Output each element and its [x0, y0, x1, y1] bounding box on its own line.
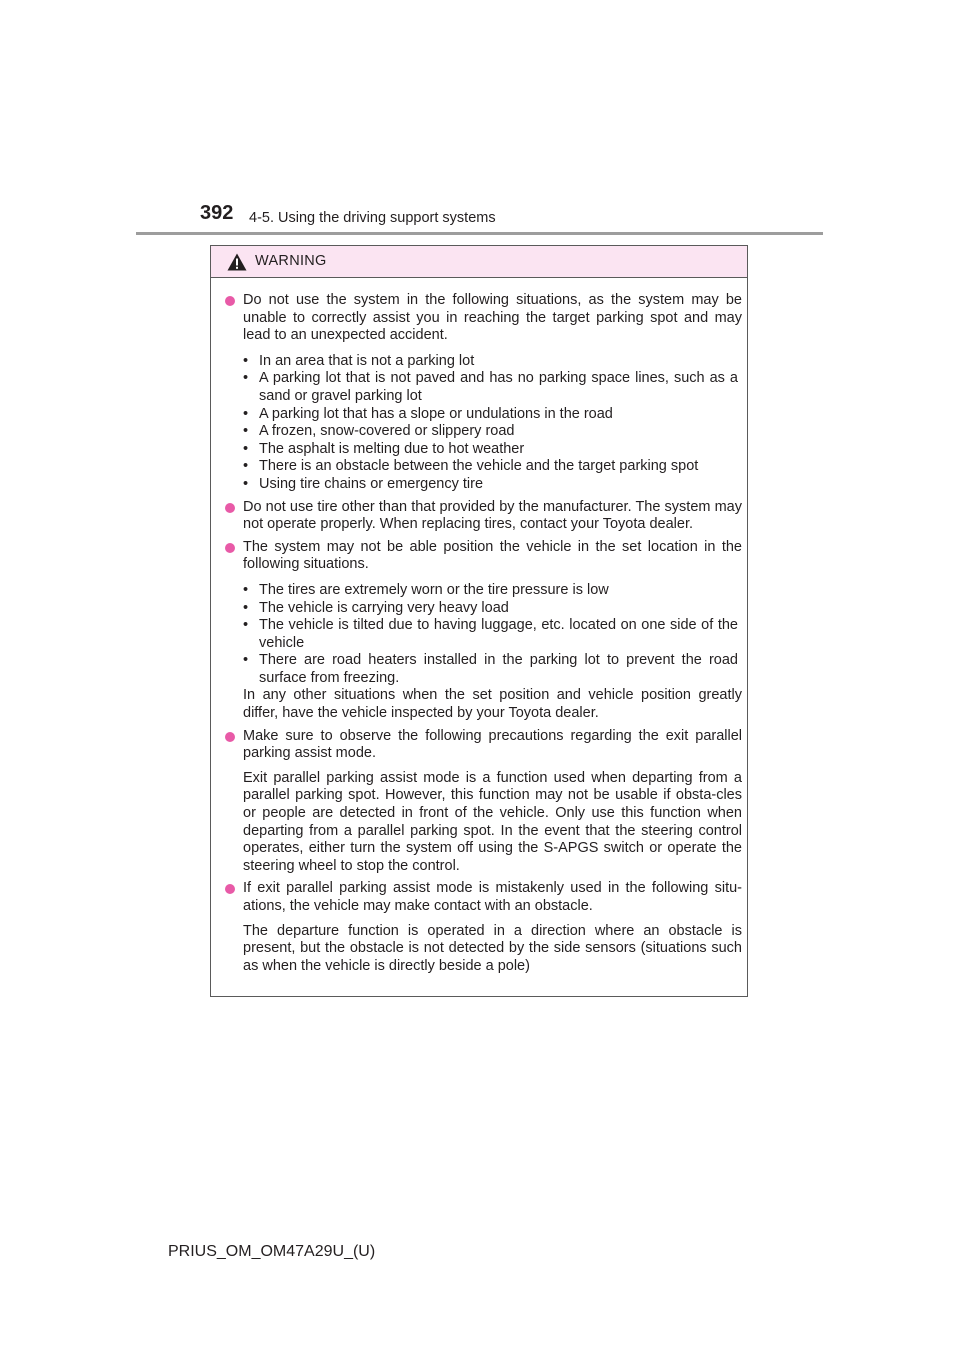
sub-list [243, 582, 742, 688]
warning-item-text: Do not use the system in the following situations, as the system may be unable to correctly assist you in reaching the target parking spot and may lead to an unexpected accident. [243, 292, 742, 344]
dot-bullet-icon: • [243, 458, 249, 475]
dot-bullet-icon: • [243, 405, 249, 422]
warning-item-text: Do not use tire other than that provided by the manufacturer. The system may not operate properly. When replacing tires, contact your Toyota dealer. [243, 498, 742, 533]
bullet-icon [225, 503, 235, 513]
warning-title: WARNING [255, 253, 327, 269]
list-item [243, 617, 738, 652]
list-item [243, 652, 738, 687]
dot-bullet-icon: • [243, 370, 249, 387]
list-item-text: There are road heaters installed in the parking lot to prevent the road surface from freezing. [259, 652, 738, 686]
list-item [243, 406, 738, 424]
dot-bullet-icon: • [243, 652, 249, 669]
dot-bullet-icon: • [243, 599, 249, 616]
list-item [243, 353, 738, 371]
dot-bullet-icon: • [243, 475, 249, 492]
dot-bullet-icon: • [243, 440, 249, 457]
warning-item-text: The system may not be able position the vehicle in the set location in the following situations. [243, 538, 742, 573]
list-item [243, 600, 738, 618]
list-item-text: The vehicle is carrying very heavy load [259, 599, 509, 616]
warning-item-note: Exit parallel parking assist mode is a function used when departing from a parallel parking spot. However, this function may not be usable if obsta-cles or people are detected in front of the vehicle. Only use this function when departing from a parallel parking spot. In the event that the steering control operates, either turn the system off using the S-APGS switch or operate the steering wheel to stop the control. [243, 769, 742, 874]
list-item-text: The vehicle is tilted due to having luggage, etc. located on one side of the vehicle [259, 617, 738, 651]
section-title: 4-5. Using the driving support systems [249, 210, 496, 226]
warning-item [225, 292, 742, 494]
list-item [243, 476, 738, 494]
warning-box [210, 245, 748, 997]
sub-list [243, 353, 742, 494]
list-item-text: A parking lot that has a slope or undulations in the road [259, 405, 613, 422]
list-item [243, 441, 738, 459]
header-rule [136, 232, 823, 235]
warning-item [225, 539, 742, 723]
dot-bullet-icon: • [243, 423, 249, 440]
footer-code: PRIUS_OM_OM47A29U_(U) [168, 1243, 376, 1260]
list-item-text: There is an obstacle between the vehicle and the target parking spot [259, 458, 699, 475]
bullet-icon [225, 732, 235, 742]
list-item-text: A parking lot that is not paved and has no parking space lines, such as a sand or gravel parking lot [259, 370, 738, 404]
warning-item-trailer: In any other situations when the set position and vehicle position greatly differ, have the vehicle inspected by your Toyota dealer. [243, 687, 742, 722]
bullet-icon [225, 884, 235, 894]
list-item-text: Using tire chains or emergency tire [259, 475, 484, 492]
warning-item-text: If exit parallel parking assist mode is mistakenly used in the following situ-ations, the vehicle may make contact with an obstacle. [243, 880, 742, 914]
list-item [243, 423, 738, 441]
dot-bullet-icon: • [243, 617, 249, 634]
bullet-icon [225, 296, 235, 306]
warning-header [211, 246, 747, 278]
warning-item [225, 499, 742, 534]
page-number: 392 [200, 202, 234, 224]
list-item [243, 458, 738, 476]
list-item-text: In an area that is not a parking lot [259, 352, 475, 369]
dot-bullet-icon: • [243, 581, 249, 598]
warning-item [225, 728, 742, 876]
list-item [243, 582, 738, 600]
warning-item-note: The departure function is operated in a direction where an obstacle is present, but the obstacle is not detected by the side sensors (situations such as when the vehicle is directly beside a pole) [243, 922, 742, 974]
list-item [243, 370, 738, 405]
dot-bullet-icon: • [243, 352, 249, 369]
list-item-text: A frozen, snow-covered or slippery road [259, 423, 515, 440]
warning-item [225, 880, 742, 975]
bullet-icon [225, 543, 235, 553]
warning-triangle-icon [227, 253, 247, 271]
warning-item-text: Make sure to observe the following precautions regarding the exit parallel parking assist mode. [243, 727, 742, 762]
warning-body [211, 278, 747, 975]
list-item-text: The asphalt is melting due to hot weather [259, 440, 525, 457]
list-item-text: The tires are extremely worn or the tire pressure is low [259, 581, 609, 598]
